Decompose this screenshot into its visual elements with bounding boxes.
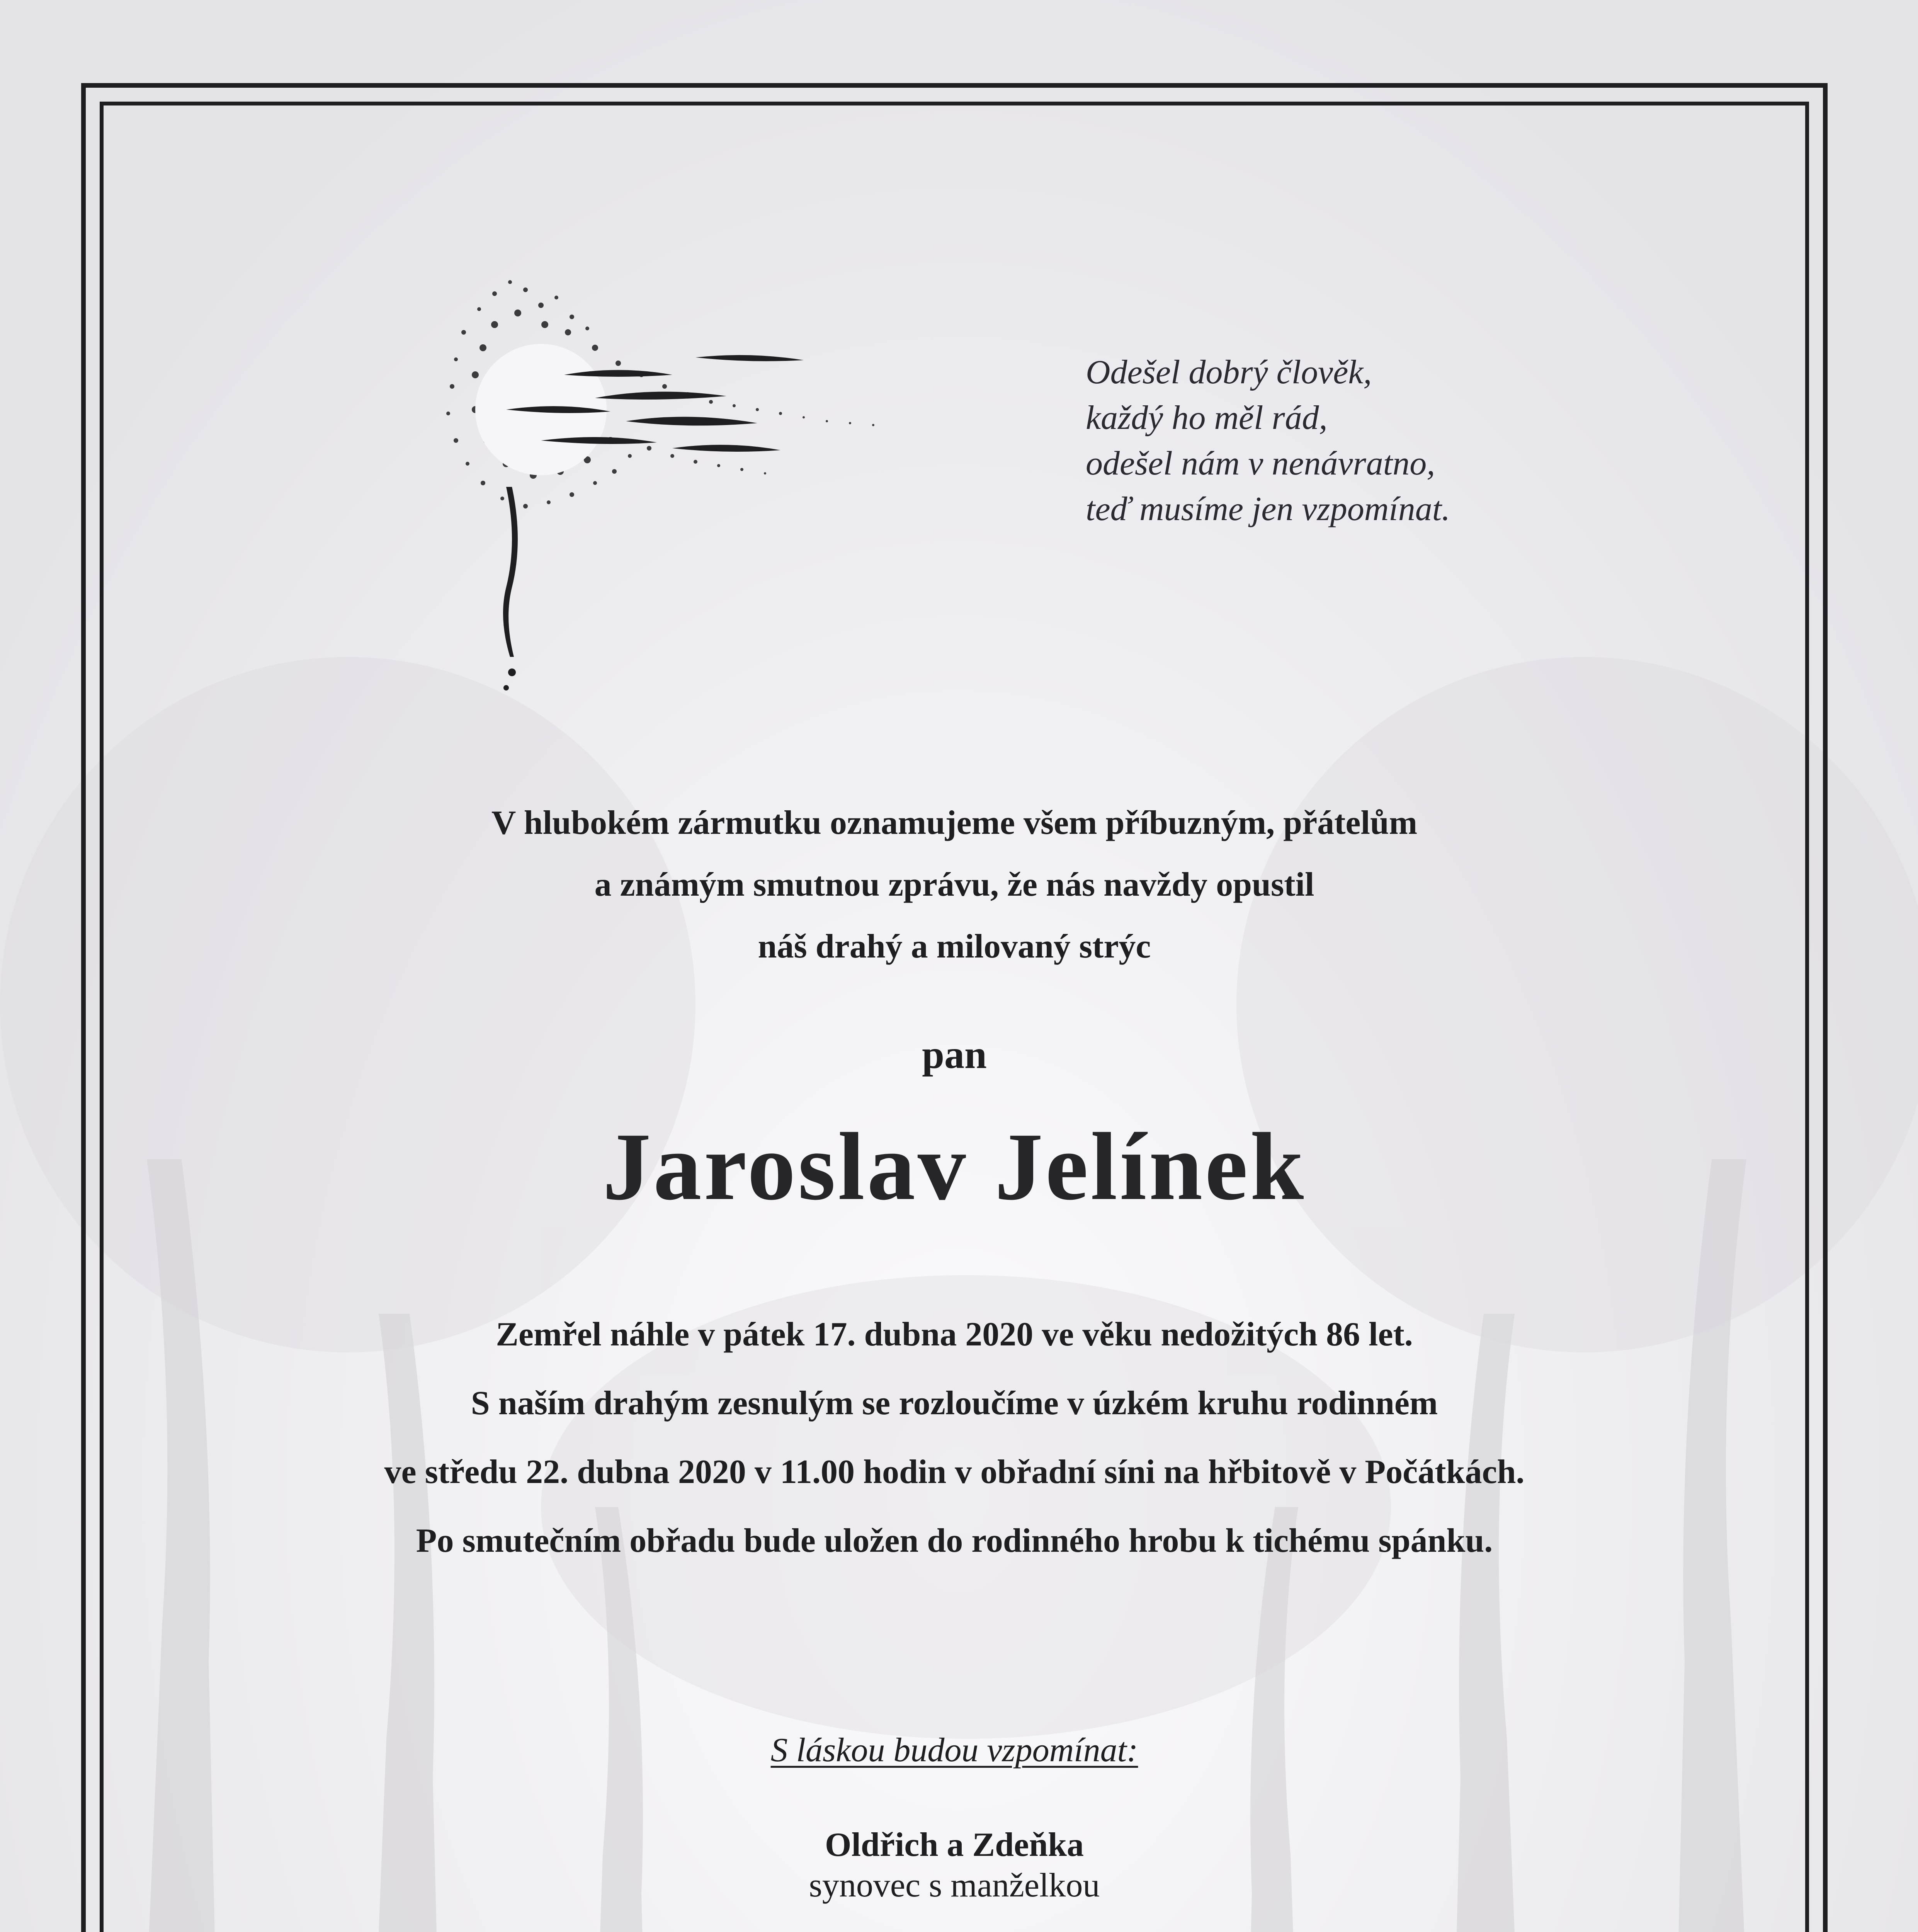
mourners-heading: S láskou budou vzpomínat:	[770, 1731, 1138, 1769]
details-line: Zemřel náhle v pátek 17. dubna 2020 ve věku nedožitých 86 let.	[496, 1316, 1413, 1353]
poem-line: teď musíme jen vzpomínat.	[1086, 490, 1450, 528]
details-line: ve středu 22. dubna 2020 v 11.00 hodin v obřadní síni na hřbitově v Počátkách.	[384, 1453, 1525, 1491]
mourner-names: Oldřich a Zdeňka	[825, 1826, 1084, 1864]
details-line: Po smutečním obřadu bude uložen do rodinného hrobu k tichému spánku.	[416, 1522, 1493, 1560]
mourner-relation: synovec s manželkou	[809, 1867, 1100, 1904]
poem-line: odešel nám v nenávratno,	[1086, 445, 1435, 482]
announcement	[100, 792, 1809, 978]
deceased-name: Jaroslav Jelínek	[602, 1113, 1306, 1220]
poem	[1086, 350, 1743, 532]
sun-and-birds-icon	[379, 247, 927, 711]
announcement-line: a známým smutnou zprávu, že nás navždy opustil	[594, 866, 1314, 903]
details-line: S naším drahým zesnulým se rozloučíme v úzkém kruhu rodinném	[471, 1384, 1438, 1422]
poem-line: Odešel dobrý člověk,	[1086, 354, 1372, 391]
deceased-title: pan	[922, 1032, 987, 1077]
announcement-line: V hlubokém zármutku oznamujeme všem příbuzným, přátelům	[491, 804, 1418, 842]
funeral-details	[100, 1300, 1809, 1575]
announcement-line: náš drahý a milovaný strýc	[758, 928, 1151, 965]
poem-line: každý ho měl rád,	[1086, 399, 1328, 437]
